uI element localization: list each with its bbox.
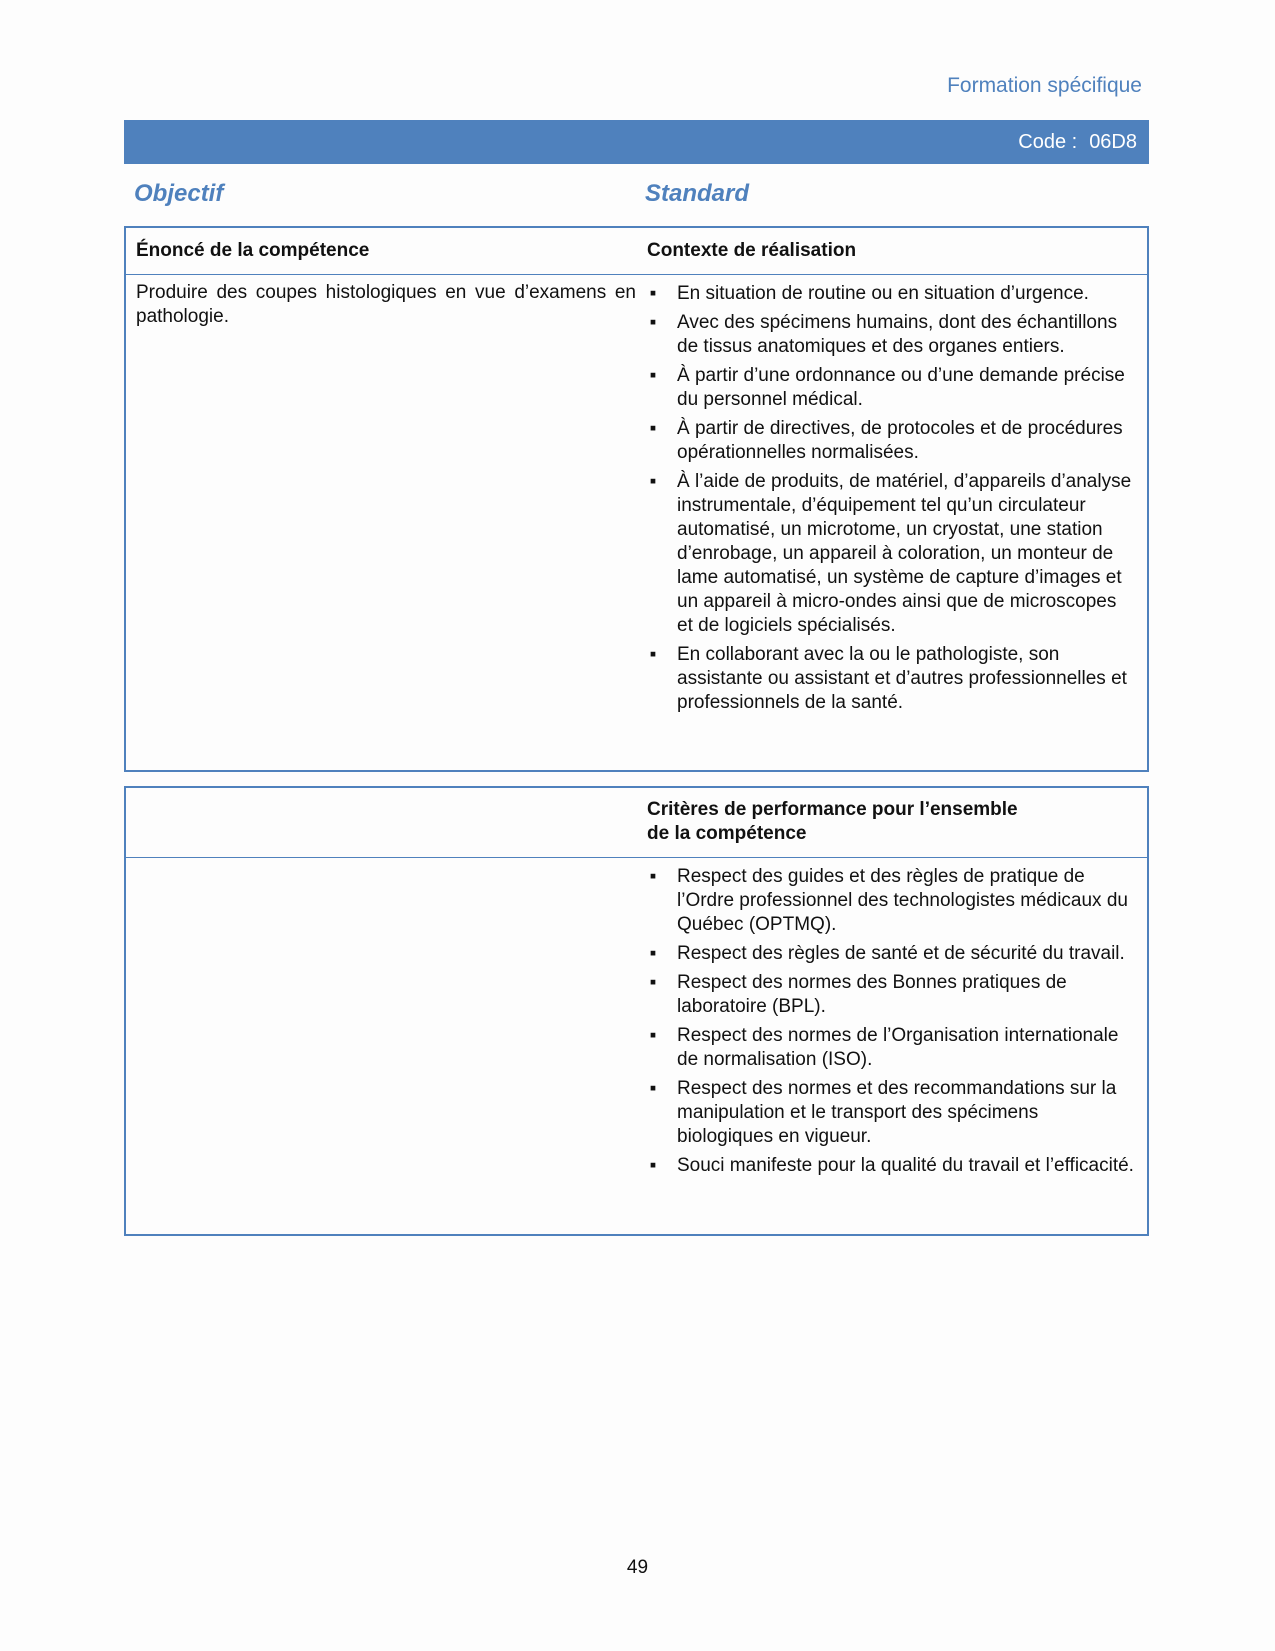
critere-item [647, 971, 1137, 1019]
critere-item [647, 1024, 1137, 1072]
contexte-item [647, 643, 1137, 715]
bullet-icon: ▪ [649, 283, 657, 304]
contexte-title: Contexte de réalisation [647, 240, 857, 261]
contexte-item [647, 311, 1137, 359]
critere-item-text: Respect des règles de santé et de sécurité du travail. [677, 943, 1125, 964]
bullet-icon: ▪ [649, 644, 657, 665]
enonce-text: Produire des coupes histologiques en vue d’examens en pathologie. [136, 282, 636, 327]
competence-table [124, 226, 1149, 772]
critere-item [647, 865, 1137, 937]
contexte-item-text: À partir d’une ordonnance ou d’une demande précise du personnel médical. [677, 365, 1125, 410]
critere-item [647, 942, 1137, 966]
contexte-item-text: En collaborant avec la ou le pathologiste, son assistante ou assistant et d’autres professionnelles et professionnels de la santé. [677, 644, 1127, 713]
competence-header-row [126, 228, 1147, 275]
critere-item-text: Respect des normes des Bonnes pratiques de laboratoire (BPL). [677, 972, 1067, 1017]
bullet-icon: ▪ [649, 943, 657, 964]
critere-item-text: Respect des normes et des recommandations sur la manipulation et le transport des spécimens biologiques en vigueur. [677, 1078, 1117, 1147]
critere-item-text: Respect des normes de l’Organisation internationale de normalisation (ISO). [677, 1025, 1119, 1070]
criteres-table [124, 786, 1149, 1236]
critere-item [647, 1077, 1137, 1149]
bullet-icon: ▪ [649, 418, 657, 439]
bullet-icon: ▪ [649, 1155, 657, 1176]
criteres-title-line1: Critères de performance pour l’ensemble [647, 799, 1018, 820]
contexte-item [647, 470, 1137, 638]
contexte-item-text: En situation de routine ou en situation d’urgence. [677, 283, 1089, 304]
bullet-icon: ▪ [649, 866, 657, 887]
page-number: 49 [626, 1557, 649, 1578]
bullet-icon: ▪ [649, 365, 657, 386]
code-label: Code : [1018, 130, 1078, 153]
code-value: 06D8 [1089, 130, 1137, 153]
critere-item-text: Respect des guides et des règles de pratique de l’Ordre professionnel des technologistes médicaux du Québec (OPTMQ). [677, 866, 1128, 935]
criteres-list [647, 865, 1137, 1183]
critere-item-text: Souci manifeste pour la qualité du travail et l’efficacité. [677, 1155, 1134, 1176]
contexte-item [647, 364, 1137, 412]
standard-heading: Standard [645, 180, 750, 207]
contexte-item [647, 282, 1137, 306]
bullet-icon: ▪ [649, 471, 657, 492]
criteres-title [647, 798, 1018, 846]
objectif-heading: Objectif [134, 180, 224, 207]
contexte-item-text: À l’aide de produits, de matériel, d’appareils d’analyse instrumentale, d’équipement tel qu’un circulateur automatisé, un microtome, un cryostat, une station d’enrobage, un appareil à coloration, un monteur de lame automatisé, un système de capture d’images et un appareil à micro-ondes ainsi que de microscopes et de logiciels spécialisés. [677, 471, 1132, 636]
criteres-title-line2: de la compétence [647, 823, 807, 844]
contexte-item-text: Avec des spécimens humains, dont des échantillons de tissus anatomiques et des organes entiers. [677, 312, 1118, 357]
critere-item [647, 1154, 1137, 1178]
contexte-item [647, 417, 1137, 465]
bullet-icon: ▪ [649, 1078, 657, 1099]
bullet-icon: ▪ [649, 972, 657, 993]
criteres-header-row [126, 788, 1147, 858]
contexte-list [647, 282, 1137, 720]
bullet-icon: ▪ [649, 312, 657, 333]
formation-label: Formation spécifique [947, 74, 1142, 97]
contexte-item-text: À partir de directives, de protocoles et de procédures opérationnelles normalisées. [677, 418, 1123, 463]
bullet-icon: ▪ [649, 1025, 657, 1046]
code-bar [124, 120, 1149, 164]
enonce-title: Énoncé de la compétence [136, 240, 370, 261]
